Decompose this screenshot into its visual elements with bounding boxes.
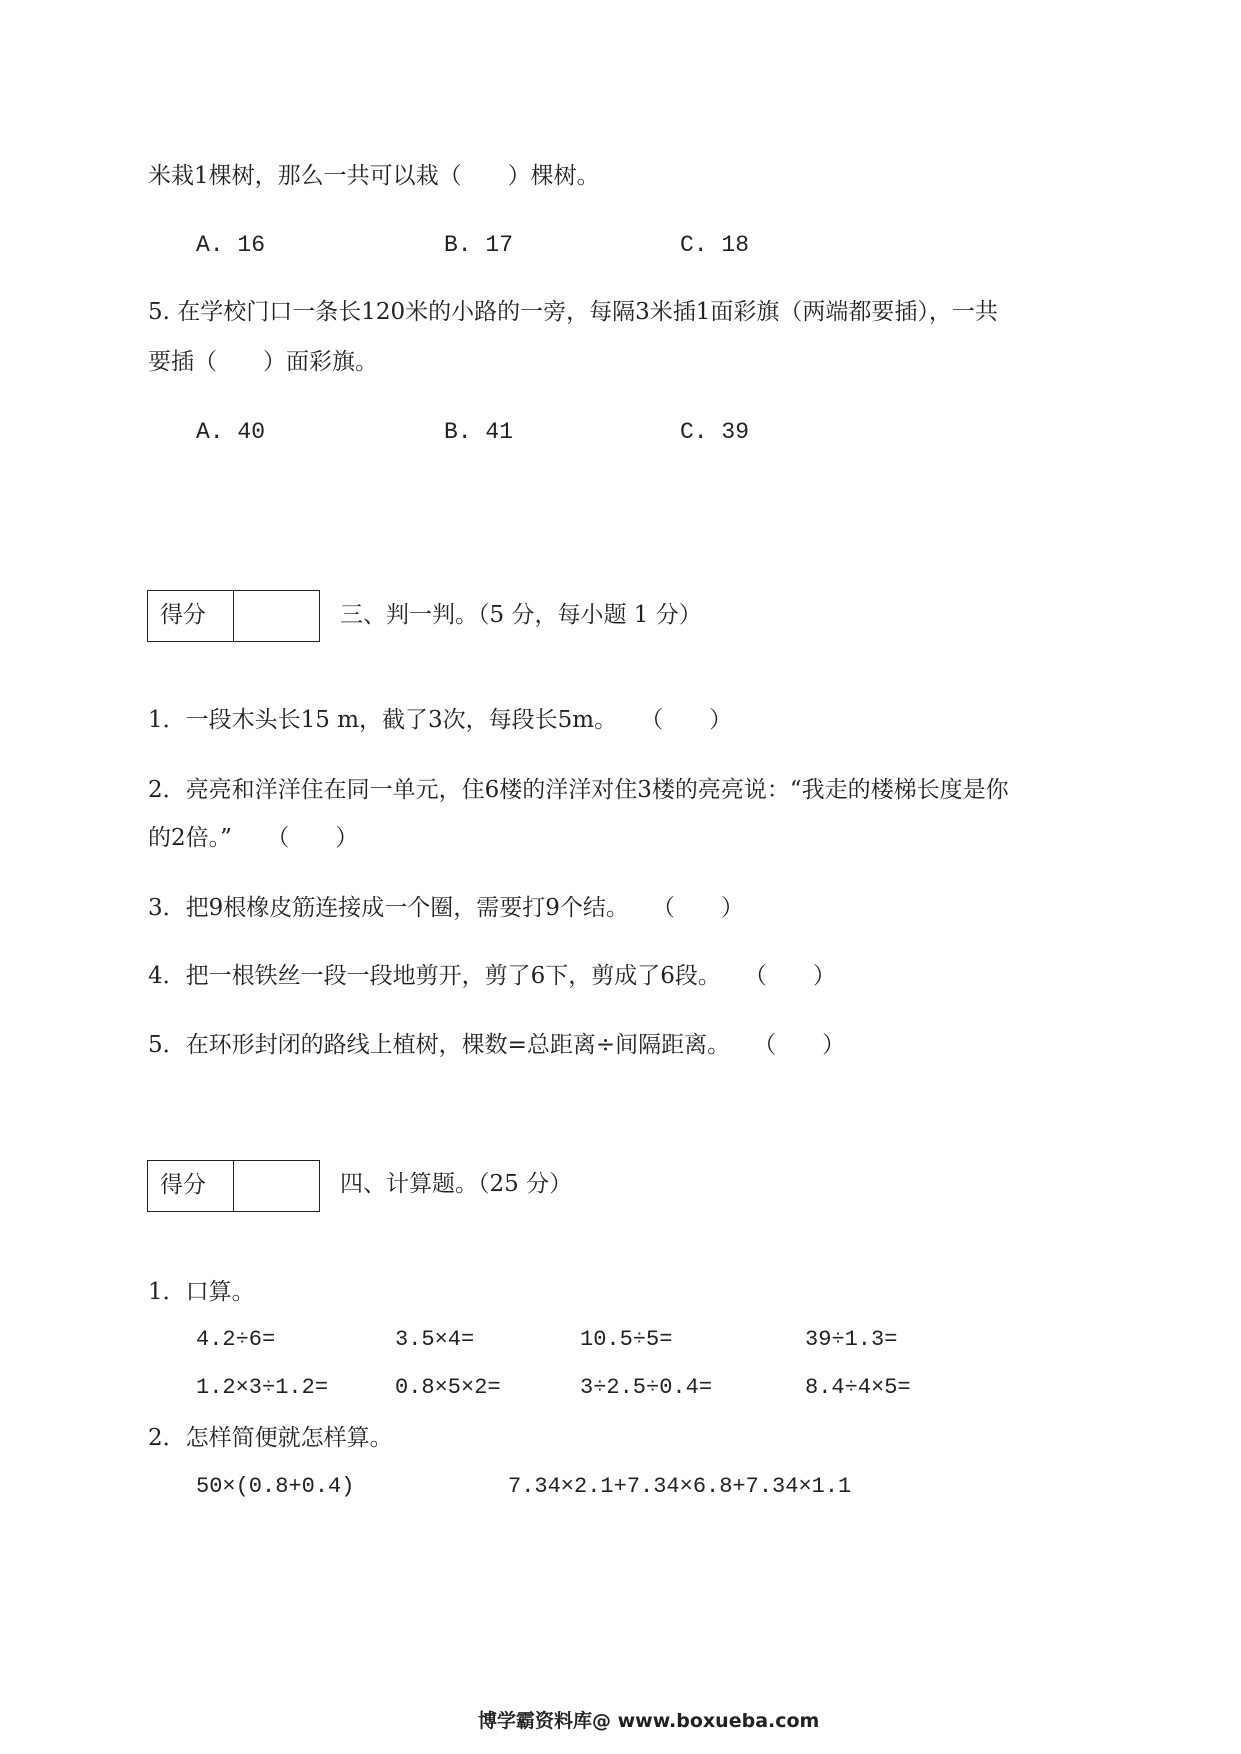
calc-q2-expr-1: 50×(0.8+0.4)	[196, 1474, 355, 1499]
calc-r1-c4: 39÷1.3=	[805, 1327, 898, 1352]
calc-r2-c1: 1.2×3÷1.2=	[196, 1375, 329, 1400]
judge-item-2-line2: 的2倍。” （ ）	[148, 825, 359, 851]
calc-r2-c3: 3÷2.5÷0.4=	[580, 1375, 713, 1400]
calc-q2-label: 2．怎样简便就怎样算。	[148, 1425, 393, 1451]
judge-item-5: 5．在环形封闭的路线上植树，棵数=总距离÷间隔距离。 （ ）	[148, 1032, 846, 1058]
q5-option-b: B. 41	[444, 419, 514, 445]
q5-option-c: C. 39	[680, 419, 750, 445]
calc-r1-c2: 3.5×4=	[395, 1327, 475, 1352]
calc-r1-c3: 10.5÷5=	[580, 1327, 673, 1352]
q4-option-c: C. 18	[680, 232, 750, 258]
calc-r2-c2: 0.8×5×2=	[395, 1375, 501, 1400]
calc-r1-c1: 4.2÷6=	[196, 1327, 276, 1352]
calc-q1-label: 1．口算。	[148, 1279, 255, 1305]
q4-option-b: B. 17	[444, 232, 514, 258]
q4-option-a: A. 16	[196, 232, 266, 258]
calc-r2-c4: 8.4÷4×5=	[805, 1375, 911, 1400]
section4-title: 四、计算题。（25 分）	[340, 1171, 573, 1197]
score-label: 得分	[148, 1161, 234, 1211]
judge-item-4: 4．把一根铁丝一段一段地剪开，剪了6下，剪成了6段。 （ ）	[148, 963, 836, 989]
q5-option-a: A. 40	[196, 419, 266, 445]
section3-title: 三、判一判。（5 分，每小题 1 分）	[340, 602, 702, 628]
score-blank	[234, 591, 319, 641]
judge-item-1: 1．一段木头长15 m，截了3次，每段长5m。 （ ）	[148, 707, 733, 733]
judge-item-3: 3．把9根橡皮筋连接成一个圈，需要打9个结。 （ ）	[148, 895, 744, 921]
judge-item-2-line1: 2．亮亮和洋洋住在同一单元，住6楼的洋洋对住3楼的亮亮说：“我走的楼梯长度是你	[148, 777, 1009, 803]
footer-watermark: 博学霸资料库@ www.boxueba.com	[478, 1710, 820, 1732]
q4-tail-text: 米栽1棵树，那么一共可以栽（ ）棵树。	[148, 163, 600, 189]
q5-text-line1: 5. 在学校门口一条长120米的小路的一旁，每隔3米插1面彩旗（两端都要插），一共	[148, 299, 998, 325]
calc-q2-expr-2: 7.34×2.1+7.34×6.8+7.34×1.1	[508, 1474, 852, 1499]
q5-text-line2: 要插（ ）面彩旗。	[148, 349, 378, 375]
section3-score-box	[147, 590, 320, 642]
score-blank	[234, 1161, 319, 1211]
section4-score-box	[147, 1160, 320, 1212]
score-label: 得分	[148, 591, 234, 641]
